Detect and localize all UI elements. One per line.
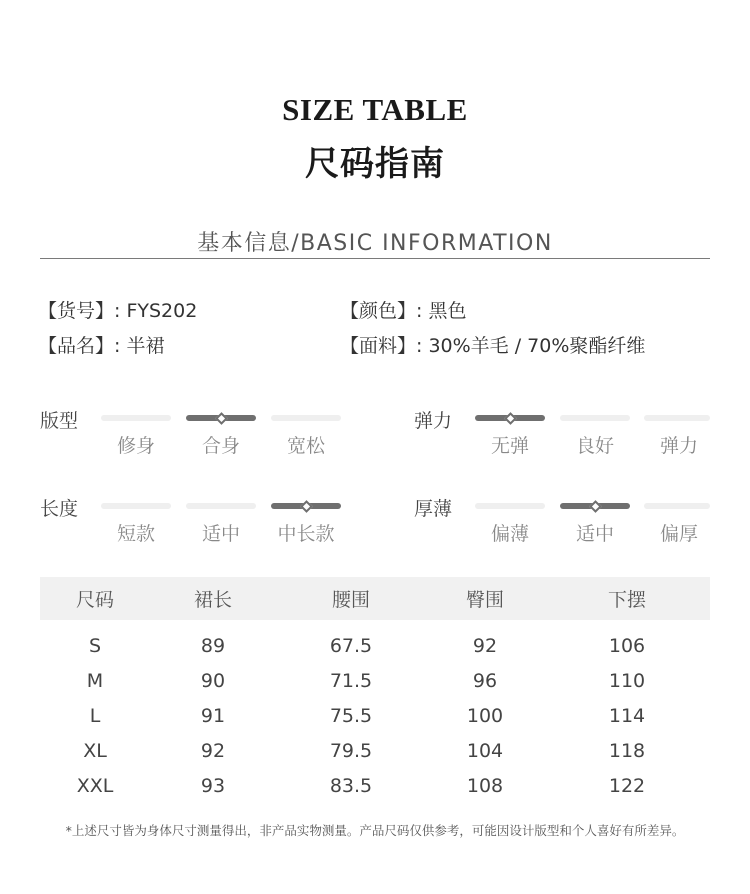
item-fabric: 【面料】: 30%羊毛 / 70%聚酯纤维 — [340, 335, 646, 357]
disclaimer-footnote: *上述尺寸皆为身体尺寸测量得出，非产品实物测量。产品尺码仅供参考，可能因设计版型和个人喜好有所差异。 — [65, 823, 685, 838]
attribute-option: 偏厚 — [659, 523, 698, 545]
table-cell: 118 — [608, 739, 646, 762]
table-row — [40, 663, 710, 698]
table-cell: 114 — [608, 704, 646, 727]
item-name: 【品名】: 半裙 — [38, 335, 165, 357]
item-number: 【货号】: FYS202 — [38, 300, 198, 322]
table-cell: 110 — [608, 669, 646, 692]
section-divider — [40, 258, 710, 259]
attribute-track — [101, 415, 171, 421]
attribute-track — [560, 415, 630, 421]
selected-marker-icon — [589, 500, 602, 513]
attribute-option: 适中 — [201, 523, 240, 545]
attribute-option: 修身 — [116, 435, 155, 457]
attribute-label: 长度 — [40, 498, 79, 520]
table-cell: 91 — [200, 704, 226, 727]
attribute-track — [271, 415, 341, 421]
attribute-option: 宽松 — [286, 435, 325, 457]
attribute-label: 厚薄 — [414, 498, 453, 520]
attribute-label: 版型 — [40, 410, 79, 432]
table-row — [40, 768, 710, 803]
attribute-label: 弹力 — [414, 410, 453, 432]
table-cell: L — [89, 704, 101, 727]
table-cell: 90 — [200, 669, 226, 692]
table-row — [40, 698, 710, 733]
item-color: 【颜色】: 黑色 — [340, 300, 467, 322]
basic-info-heading: 基本信息/BASIC INFORMATION — [197, 231, 553, 256]
size-table — [40, 577, 710, 803]
table-cell: 100 — [466, 704, 504, 727]
table-cell: 83.5 — [329, 774, 373, 797]
table-row — [40, 620, 710, 663]
table-cell: 104 — [466, 739, 504, 762]
attribute-option: 无弹 — [490, 435, 529, 457]
attribute-option: 弹力 — [659, 435, 698, 457]
table-cell: 93 — [200, 774, 226, 797]
column-header-hem: 下摆 — [544, 577, 710, 620]
attribute-track — [186, 503, 256, 509]
column-header-hip: 臀围 — [426, 577, 544, 620]
column-header-waist: 腰围 — [276, 577, 426, 620]
table-row — [40, 733, 710, 768]
attribute-option: 良好 — [575, 435, 614, 457]
table-cell: 96 — [472, 669, 498, 692]
attribute-option: 合身 — [201, 435, 240, 457]
table-cell: 92 — [200, 739, 226, 762]
selected-marker-icon — [215, 412, 228, 425]
table-cell: 122 — [608, 774, 646, 797]
attribute-track — [186, 415, 256, 421]
page-title-en: SIZE TABLE — [282, 92, 468, 127]
table-cell: 67.5 — [329, 634, 373, 657]
table-header-row — [40, 577, 710, 620]
selected-marker-icon — [300, 500, 313, 513]
table-cell: 71.5 — [329, 669, 373, 692]
attribute-track — [644, 415, 710, 421]
attribute-track — [271, 503, 341, 509]
attribute-option: 中长款 — [277, 523, 335, 545]
table-cell: S — [88, 634, 102, 657]
selected-marker-icon — [504, 412, 517, 425]
attribute-track — [475, 415, 545, 421]
table-cell: 75.5 — [329, 704, 373, 727]
attribute-option: 短款 — [116, 523, 155, 545]
page-title-cn: 尺码指南 — [305, 144, 445, 184]
table-cell: 89 — [200, 634, 226, 657]
table-cell: 79.5 — [329, 739, 373, 762]
attribute-option: 适中 — [575, 523, 614, 545]
attribute-track — [644, 503, 710, 509]
table-cell: 108 — [466, 774, 504, 797]
attribute-track — [475, 503, 545, 509]
table-cell: XL — [83, 739, 107, 762]
column-header-size: 尺码 — [40, 577, 150, 620]
table-cell: 106 — [608, 634, 646, 657]
attribute-track — [101, 503, 171, 509]
attribute-option: 偏薄 — [490, 523, 529, 545]
table-cell: XXL — [76, 774, 114, 797]
table-cell: 92 — [472, 634, 498, 657]
table-cell: M — [86, 669, 104, 692]
column-header-skirt-length: 裙长 — [150, 577, 276, 620]
attribute-track — [560, 503, 630, 509]
